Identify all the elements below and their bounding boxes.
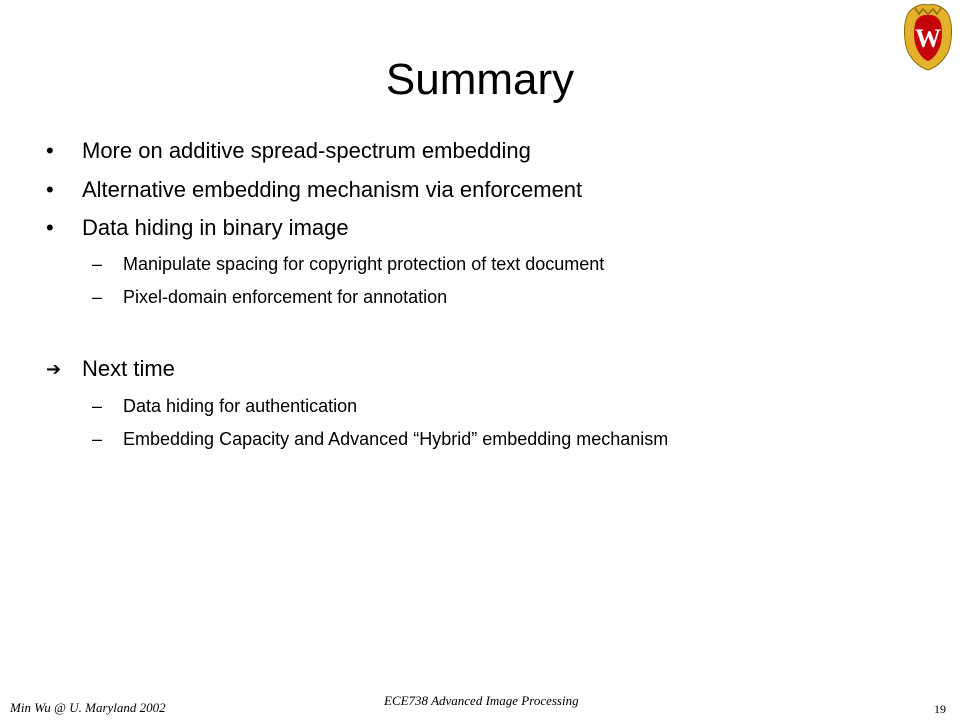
dash-marker: – <box>92 396 103 416</box>
dash-marker: – <box>92 254 103 274</box>
bullet-item <box>46 136 531 166</box>
next-time-heading <box>46 354 175 384</box>
slide-title: Summary <box>385 55 575 104</box>
sub-bullet-item <box>92 393 357 419</box>
bullet-text: Alternative embedding mechanism via enforcement <box>82 177 583 202</box>
sub-bullet-item <box>92 251 604 277</box>
right-arrow-icon: ➔ <box>46 359 62 379</box>
footer-author: Min Wu @ U. Maryland 2002 <box>10 700 166 715</box>
dash-marker: – <box>92 287 103 307</box>
bullet-item <box>46 213 349 243</box>
bullet-marker: • <box>46 177 54 202</box>
logo-letter: W <box>915 24 941 53</box>
sub-bullet-text: Data hiding for authentication <box>123 396 358 416</box>
sub-bullet-text: Embedding Capacity and Advanced “Hybrid” embedding mechanism <box>123 429 669 449</box>
sub-bullet-text: Pixel-domain enforcement for annotation <box>123 287 448 307</box>
footer-course: ECE738 Advanced Image Processing <box>384 693 579 708</box>
page-number: 19 <box>934 702 946 716</box>
sub-bullet-item <box>92 426 668 452</box>
dash-marker: – <box>92 429 103 449</box>
next-time-label: Next time <box>82 356 175 381</box>
sub-bullet-text: Manipulate spacing for copyright protection of text document <box>123 254 605 274</box>
bullet-text: More on additive spread-spectrum embedding <box>82 138 531 163</box>
bullet-text: Data hiding in binary image <box>82 215 349 240</box>
bullet-marker: • <box>46 138 54 163</box>
bullet-marker: • <box>46 215 54 240</box>
sub-bullet-item <box>92 284 447 310</box>
bullet-item <box>46 175 582 205</box>
